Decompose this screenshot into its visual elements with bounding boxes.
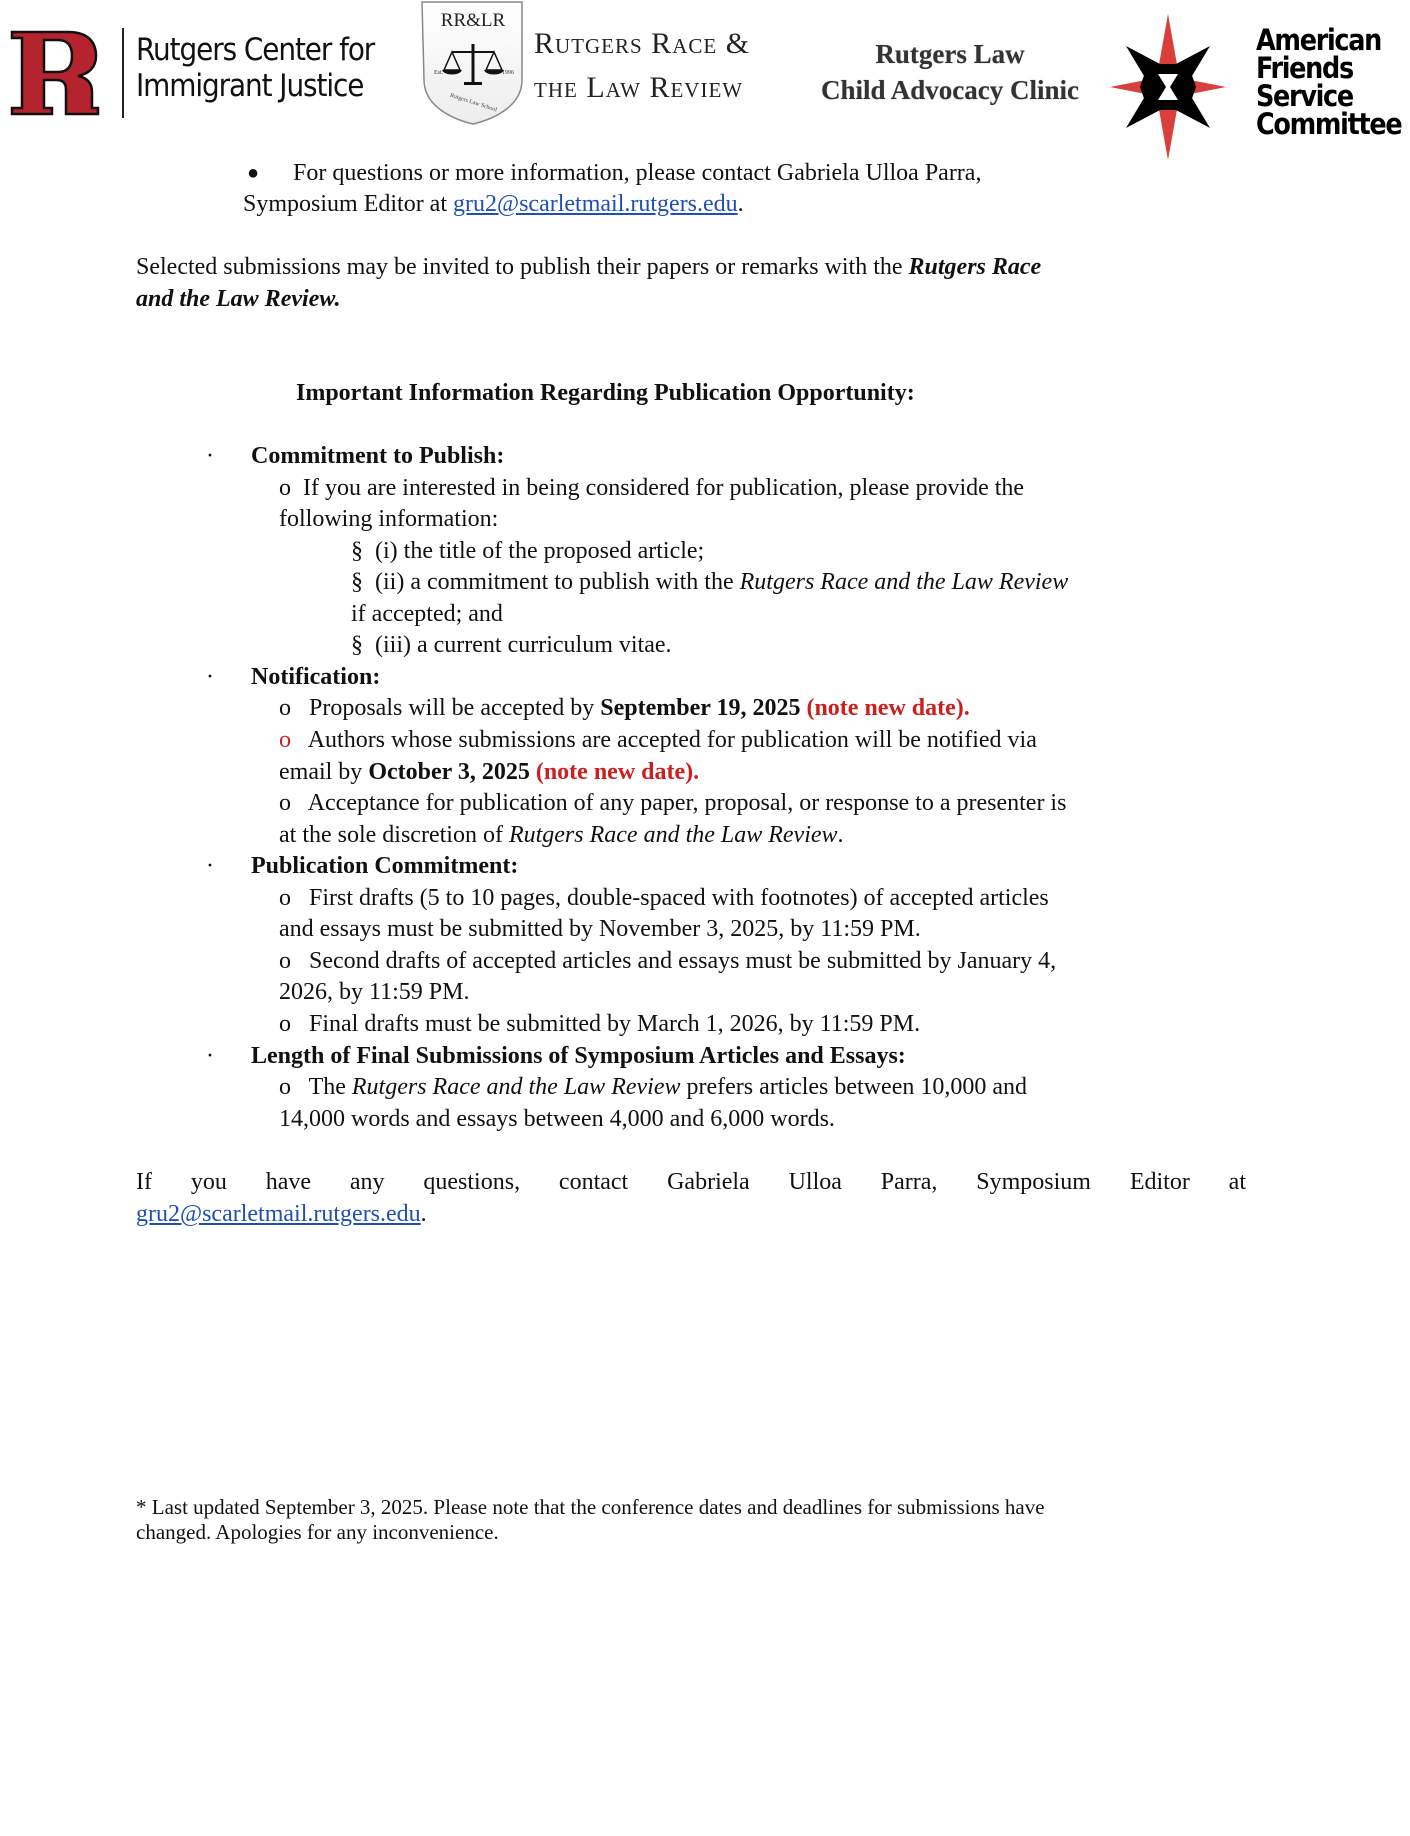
cac-line1: Rutgers Law xyxy=(875,39,1025,69)
commitment-item1-text: If you are interested in being considered for publication, please provide the xyxy=(303,475,1025,501)
selected-line2 xyxy=(136,284,340,314)
notification-item3-end: . xyxy=(837,822,844,848)
commitment-item1-line1 xyxy=(279,473,1024,503)
length-bullet: · xyxy=(206,1043,214,1069)
length-item1-line2: 14,000 words and essays between 4,000 and 6,000 words. xyxy=(279,1106,835,1132)
selected-journal-1: Rutgers Race xyxy=(908,254,1042,280)
length-item1-journal: Rutgers Race and the Law Review xyxy=(351,1074,681,1100)
notification-item1-prefix: Proposals will be accepted by xyxy=(309,695,601,721)
contact-prefix: Symposium Editor at xyxy=(243,191,453,217)
rrlr-shield-scales-icon xyxy=(418,0,528,138)
afsc-line2: Friends xyxy=(1256,51,1353,85)
length-item1-line1 xyxy=(279,1072,1027,1102)
notification-item3-text: Acceptance for publication of any paper, proposal, or response to a presenter is xyxy=(307,790,1067,816)
publication-bullet: · xyxy=(206,853,214,879)
selected-end: . xyxy=(334,286,341,312)
length-item1-marker: o xyxy=(279,1074,291,1100)
publication-item2-marker: o xyxy=(279,948,291,974)
sub2-prefix: (ii) a commitment to publish with the xyxy=(375,569,740,595)
publication-item3-marker: o xyxy=(279,1011,291,1037)
cij-line2: Immigrant Justice xyxy=(136,68,364,104)
selected-text: Selected submissions may be invited to publish their papers or remarks with the xyxy=(136,254,909,280)
afsc-star-icon xyxy=(1108,12,1228,162)
footnote-line2: changed. Apologies for any inconvenience. xyxy=(136,1520,499,1544)
notification-item2-line2 xyxy=(279,757,699,787)
logo-american-friends-service-committee xyxy=(1108,12,1408,162)
sub2-journal: Rutgers Race and the Law Review xyxy=(739,569,1069,595)
rrlr-est: Est. xyxy=(434,70,444,76)
commitment-heading: Commitment to Publish: xyxy=(251,443,505,469)
closing-email-link[interactable]: gru2@scarletmail.rutgers.edu xyxy=(136,1201,421,1227)
contact-bullet-line1: For questions or more information, please contact Gabriela Ulloa Parra, xyxy=(293,160,982,186)
notification-heading: Notification: xyxy=(251,664,381,690)
sub1-text: (i) the title of the proposed article; xyxy=(375,538,705,564)
commitment-item1-marker: o xyxy=(279,475,291,501)
publication-item1-text: First drafts (5 to 10 pages, double-spaced with footnotes) of accepted articles xyxy=(309,885,1049,911)
cac-line2: Child Advocacy Clinic xyxy=(820,75,1080,105)
notification-item3-prefix: at the sole discretion of xyxy=(279,822,509,848)
afsc-line3: Service xyxy=(1256,79,1353,113)
publication-item1-line1 xyxy=(279,883,1049,913)
sub3-marker: § xyxy=(351,632,363,658)
notification-item1-date: September 19, 2025 xyxy=(600,695,801,721)
notification-item2-line1 xyxy=(279,725,1037,755)
selected-journal-2: and the Law Review xyxy=(136,286,335,312)
publication-item1-line2: and essays must be submitted by November 3, 2025, by 11:59 PM. xyxy=(279,916,921,942)
afsc-logo-text xyxy=(1256,23,1402,141)
publication-item2-line2: 2026, by 11:59 PM. xyxy=(279,979,470,1005)
notification-item3-line2 xyxy=(279,820,844,850)
notification-item3-journal: Rutgers Race and the Law Review xyxy=(508,822,838,848)
notification-item2-marker: o xyxy=(279,727,291,753)
rrlr-line1: Rutgers Race & xyxy=(534,27,751,60)
closing-line1: If you have any questions, contact Gabriela Ulloa Parra, Symposium Editor at xyxy=(136,1169,1246,1195)
section-title: Important Information Regarding Publication Opportunity: xyxy=(296,380,915,406)
contact-bullet-marker: ● xyxy=(247,162,260,184)
commitment-item1-line2: following information: xyxy=(279,506,499,532)
commitment-sub2 xyxy=(351,567,1068,597)
length-heading: Length of Final Submissions of Symposium Articles and Essays: xyxy=(251,1043,906,1069)
commitment-sub3 xyxy=(351,630,672,660)
publication-heading: Publication Commitment: xyxy=(251,853,519,879)
rrlr-shield-title: RR&LR xyxy=(440,10,506,31)
selected-line1 xyxy=(136,252,1041,282)
contact-email-link[interactable]: gru2@scarletmail.rutgers.edu xyxy=(453,191,738,217)
notification-item2-date: October 3, 2025 xyxy=(368,759,530,785)
logo-child-advocacy-clinic xyxy=(800,36,1100,116)
contact-suffix: . xyxy=(737,191,744,217)
rrlr-line2: the Law Review xyxy=(534,71,744,104)
closing-line2 xyxy=(136,1199,427,1229)
publication-item3 xyxy=(279,1009,920,1039)
sub1-marker: § xyxy=(351,538,363,564)
notification-item1 xyxy=(279,693,970,723)
rrlr-logo-text xyxy=(534,22,750,110)
footnote-line1: * Last updated September 3, 2025. Please note that the conference dates and deadlines for submissions have xyxy=(136,1495,1045,1519)
notification-item2-text: Authors whose submissions are accepted for publication will be notified via xyxy=(307,727,1037,753)
publication-item2-text: Second drafts of accepted articles and essays must be submitted by January 4, xyxy=(309,948,1057,974)
afsc-line4: Committee xyxy=(1256,107,1402,141)
rutgers-r-logo-icon xyxy=(10,30,100,116)
commitment-sub1 xyxy=(351,536,704,566)
contact-bullet-line2 xyxy=(243,189,744,219)
notification-item2-prefix: email by xyxy=(279,759,369,785)
logo-rutgers-center-immigrant-justice xyxy=(10,26,380,120)
publication-item3-text: Final drafts must be submitted by March 1, 2026, by 11:59 PM. xyxy=(309,1011,921,1037)
publication-item2-line1 xyxy=(279,946,1056,976)
notification-item1-marker: o xyxy=(279,695,291,721)
commitment-bullet: · xyxy=(206,443,214,469)
afsc-line1: American xyxy=(1256,23,1381,57)
notification-item3-marker: o xyxy=(279,790,291,816)
notification-item1-note: (note new date). xyxy=(800,695,970,721)
closing-end: . xyxy=(420,1201,427,1227)
rrlr-year: 1996 xyxy=(502,70,514,76)
length-item1-prefix: The xyxy=(308,1074,352,1100)
notification-item3-line1 xyxy=(279,788,1066,818)
logo-divider xyxy=(122,28,124,118)
cij-line1: Rutgers Center for xyxy=(136,32,375,68)
sub3-text: (iii) a current curriculum vitae. xyxy=(375,632,672,658)
commitment-sub2-line2: if accepted; and xyxy=(351,601,503,627)
notification-bullet: · xyxy=(206,664,214,690)
header-logos xyxy=(0,0,1410,160)
notification-item2-note: (note new date). xyxy=(529,759,700,785)
rrlr-school: Rutgers Law School xyxy=(449,92,498,114)
length-item1-suffix: prefers articles between 10,000 and xyxy=(680,1074,1028,1100)
sub2-marker: § xyxy=(351,569,363,595)
cij-logo-text xyxy=(136,32,374,104)
logo-rutgers-race-law-review xyxy=(418,0,778,140)
publication-item1-marker: o xyxy=(279,885,291,911)
